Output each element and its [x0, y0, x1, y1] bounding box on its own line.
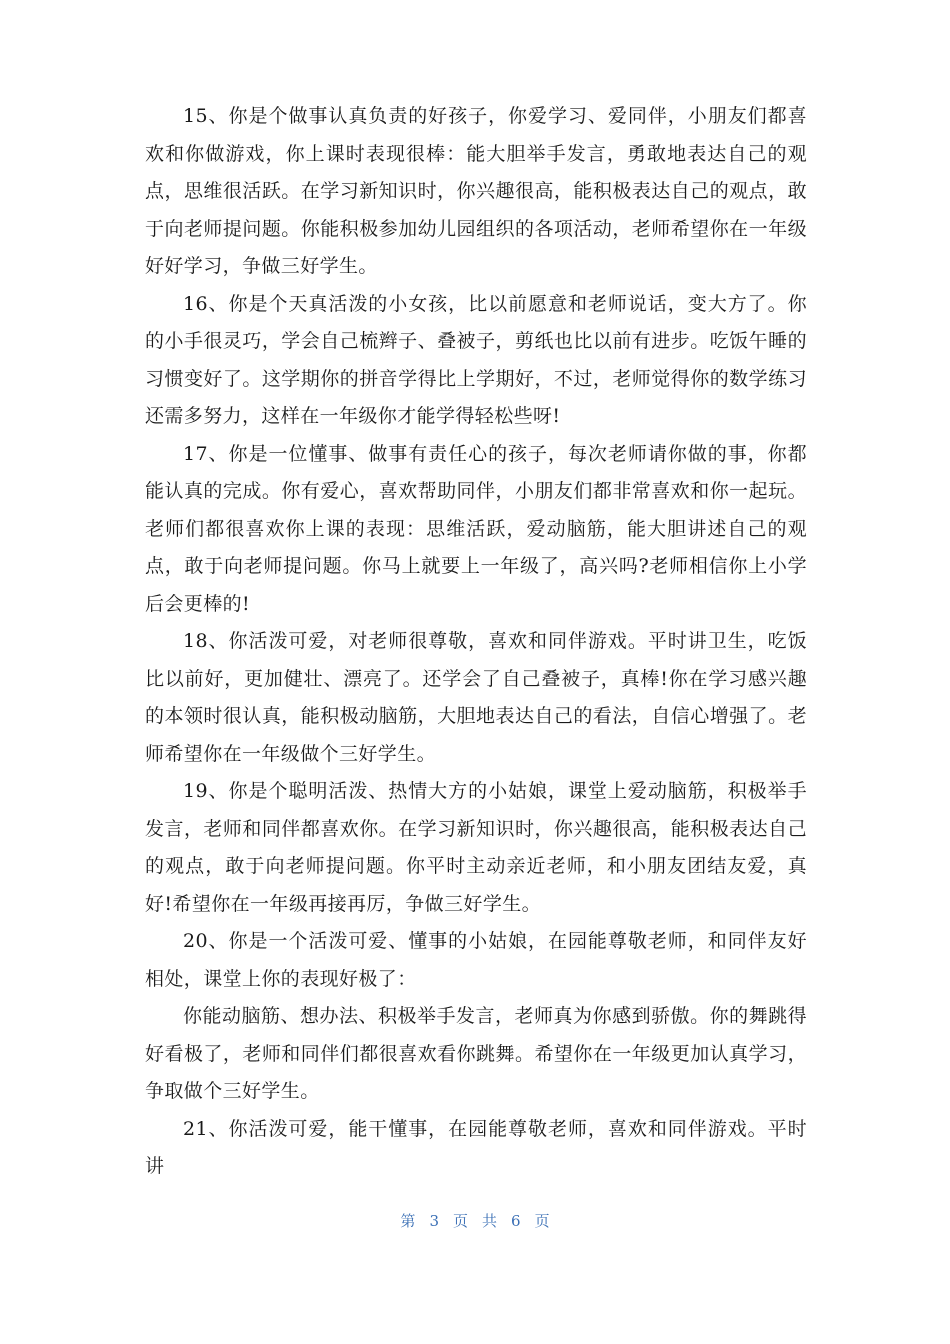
paragraph-19: 19、你是个聪明活泼、热情大方的小姑娘，课堂上爱动脑筋，积极举手发言，老师和同伴都喜欢你。在学习新知识时，你兴趣很高，能积极表达自己的观点，敢于向老师提问题。你平时主动亲近老师，和小朋友团结友爱，真好!希望你在一年级再接再厉，争做三好学生。 [145, 780, 807, 915]
paragraph-16: 16、你是个天真活泼的小女孩，比以前愿意和老师说话，变大方了。你的小手很灵巧，学会自己梳辫子、叠被子，剪纸也比以前有进步。吃饭午睡的习惯变好了。这学期你的拼音学得比上学期好，不过，老师觉得你的数学练习还需多努力，这样在一年级你才能学得轻松些呀! [145, 292, 807, 427]
paragraph-15: 15、你是个做事认真负责的好孩子，你爱学习、爱同伴，小朋友们都喜欢和你做游戏，你上课时表现很棒：能大胆举手发言，勇敢地表达自己的观点，思维很活跃。在学习新知识时，你兴趣很高，能积极表达自己的观点，敢于向老师提问题。你能积极参加幼儿园组织的各项活动，老师希望你在一年级好好学习，争做三好学生。 [145, 105, 807, 277]
footer-label-di: 第 [400, 1212, 416, 1230]
footer-total-pages: 6 [511, 1212, 521, 1230]
paragraph-18: 18、你活泼可爱，对老师很尊敬，喜欢和同伴游戏。平时讲卫生，吃饭比以前好，更加健壮、漂亮了。还学会了自己叠被子，真棒!你在学习感兴趣的本领时很认真，能积极动脑筋，大胆地表达自己的看法，自信心增强了。老师希望你在一年级做个三好学生。 [145, 630, 807, 765]
paragraph-20: 20、你是一个活泼可爱、懂事的小姑娘，在园能尊敬老师，和同伴友好相处，课堂上你的表现好极了： [145, 930, 807, 990]
page-number-footer [0, 1210, 950, 1231]
document-body [145, 98, 807, 1186]
footer-current-page: 3 [429, 1212, 439, 1230]
paragraph-21: 21、你活泼可爱，能干懂事，在园能尊敬老师，喜欢和同伴游戏。平时讲 [145, 1117, 807, 1177]
footer-label-yegong: 页 共 [452, 1212, 498, 1230]
footer-label-ye: 页 [534, 1212, 550, 1230]
paragraph-20-continued: 你能动脑筋、想办法、积极举手发言，老师真为你感到骄傲。你的舞跳得好看极了，老师和同伴们都很喜欢看你跳舞。希望你在一年级更加认真学习，争取做个三好学生。 [145, 1005, 807, 1102]
paragraph-17: 17、你是一位懂事、做事有责任心的孩子，每次老师请你做的事，你都能认真的完成。你有爱心，喜欢帮助同伴，小朋友们都非常喜欢和你一起玩。老师们都很喜欢你上课的表现：思维活跃，爱动脑筋，能大胆讲述自己的观点，敢于向老师提问题。你马上就要上一年级了，高兴吗?老师相信你上小学后会更棒的! [145, 442, 807, 615]
